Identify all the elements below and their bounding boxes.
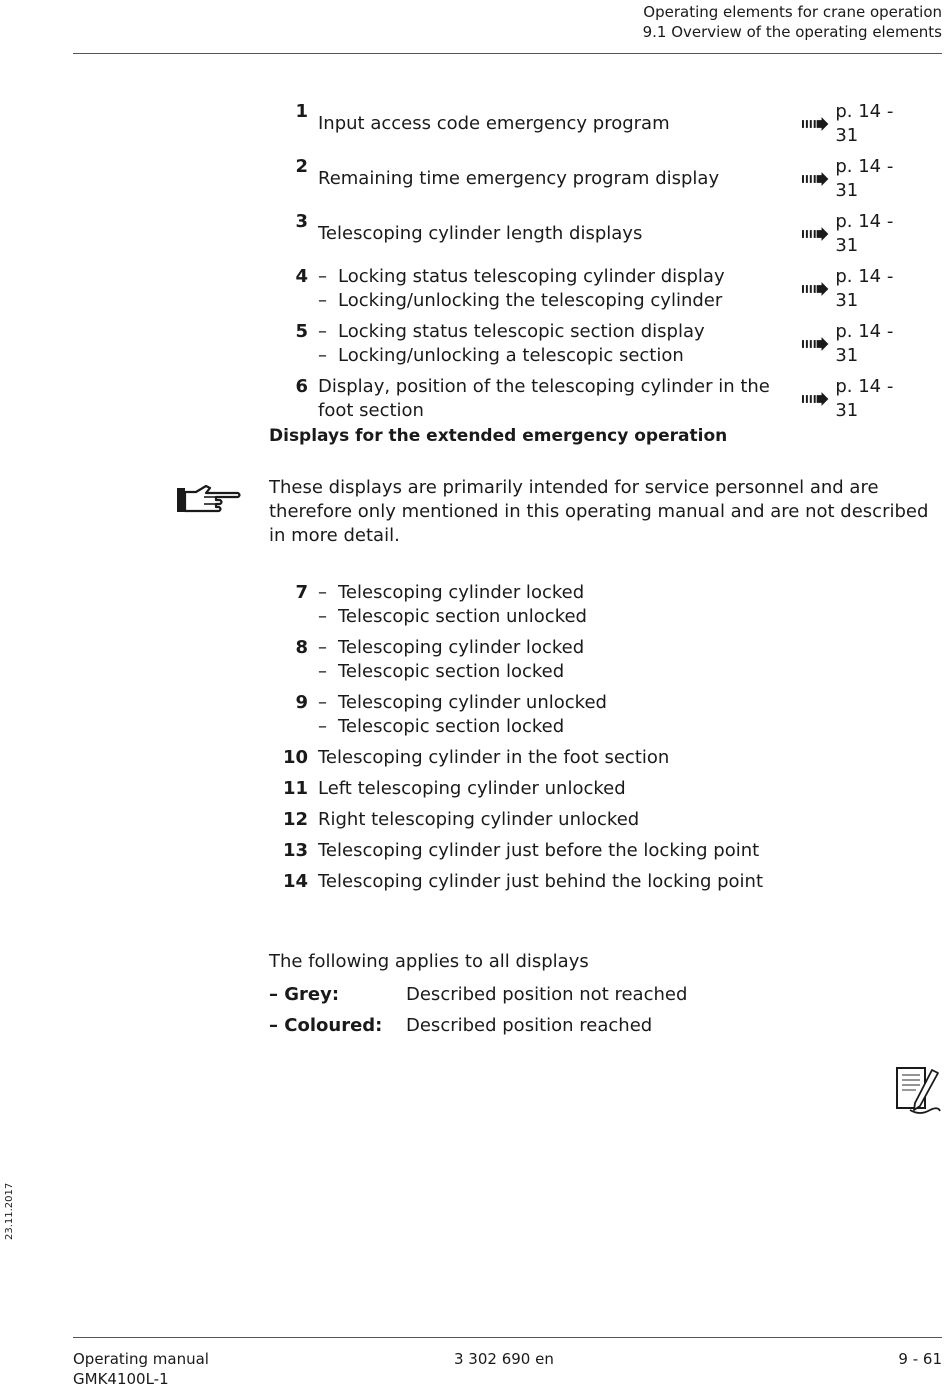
list-item bbox=[280, 375, 920, 423]
item-number: 14 bbox=[282, 871, 308, 892]
page-reference bbox=[798, 265, 920, 313]
item-line bbox=[318, 660, 920, 684]
section-title: Displays for the extended emergency operation bbox=[269, 426, 728, 446]
page-number: 9 - 61 bbox=[898, 1350, 942, 1368]
list-item bbox=[280, 581, 920, 629]
item-line-text: Input access code emergency program bbox=[318, 113, 670, 134]
arrow-ref-icon bbox=[802, 117, 829, 131]
item-number: 13 bbox=[282, 840, 308, 861]
item-line bbox=[318, 777, 920, 801]
item-line bbox=[318, 691, 920, 715]
footer-manual: Operating manual bbox=[73, 1350, 209, 1368]
arrow-ref-icon bbox=[802, 227, 829, 241]
item-text bbox=[318, 870, 920, 894]
item-line-text: Locking status telescopic section display bbox=[338, 321, 705, 342]
item-line bbox=[318, 399, 798, 423]
item-line-text: Telescoping cylinder locked bbox=[338, 582, 585, 603]
dash-bullet: – bbox=[318, 606, 327, 627]
item-line bbox=[318, 222, 798, 246]
item-line bbox=[318, 746, 920, 770]
item-line bbox=[318, 112, 798, 136]
item-text bbox=[318, 167, 798, 191]
footer-rule bbox=[73, 1337, 942, 1338]
dash-bullet: – bbox=[318, 266, 327, 287]
notepad-pen-icon bbox=[894, 1066, 942, 1120]
item-line bbox=[318, 344, 798, 368]
arrow-ref-icon bbox=[802, 337, 829, 351]
page-reference bbox=[798, 210, 920, 258]
item-number: 2 bbox=[295, 156, 308, 177]
legend-desc: Described position reached bbox=[406, 1015, 653, 1036]
page-reference-text: p. 14 - 31 bbox=[835, 101, 894, 146]
list-item bbox=[280, 870, 920, 894]
reference-list bbox=[280, 100, 920, 430]
item-line bbox=[318, 289, 798, 313]
dash-bullet: – bbox=[318, 692, 327, 713]
item-number: 11 bbox=[282, 778, 308, 799]
display-list bbox=[280, 581, 920, 901]
note-text: These displays are primarily intended for service personnel and are therefore only mentioned in this operating manual and are not described in more detail. bbox=[269, 477, 929, 546]
legend-desc: Described position not reached bbox=[406, 984, 688, 1005]
item-line-text: Locking/unlocking the telescoping cylinder bbox=[338, 290, 723, 311]
item-line bbox=[318, 581, 920, 605]
item-number: 9 bbox=[295, 692, 308, 713]
header-section: 9.1 Overview of the operating elements bbox=[642, 23, 942, 41]
item-line-text: Telescopic section locked bbox=[338, 661, 565, 682]
item-line-text: Telescopic section locked bbox=[338, 716, 565, 737]
list-item bbox=[280, 320, 920, 368]
list-item bbox=[280, 265, 920, 313]
item-text bbox=[318, 691, 920, 739]
footer-model: GMK4100L-1 bbox=[73, 1370, 169, 1388]
list-item bbox=[280, 100, 920, 148]
arrow-ref-icon bbox=[802, 392, 829, 406]
page-reference-text: p. 14 - 31 bbox=[835, 266, 894, 311]
item-line bbox=[318, 870, 920, 894]
item-text bbox=[318, 265, 798, 313]
side-date: 23.11.2017 bbox=[4, 1182, 15, 1240]
item-text bbox=[318, 375, 798, 423]
item-line-text: Telescoping cylinder locked bbox=[338, 637, 585, 658]
item-line-text: Display, position of the telescoping cylinder in the bbox=[318, 376, 770, 397]
item-number: 3 bbox=[295, 211, 308, 232]
item-number: 6 bbox=[295, 376, 308, 397]
dash-bullet: – bbox=[318, 290, 327, 311]
footer-docnumber: 3 302 690 en bbox=[454, 1350, 554, 1368]
list-item bbox=[280, 777, 920, 801]
item-line-text: Telescoping cylinder just before the locking point bbox=[318, 840, 760, 861]
page-reference bbox=[798, 155, 920, 203]
header-chapter: Operating elements for crane operation bbox=[643, 3, 942, 21]
item-text bbox=[318, 808, 920, 832]
item-line-text: foot section bbox=[318, 400, 424, 421]
item-number: 7 bbox=[295, 582, 308, 603]
item-line bbox=[318, 839, 920, 863]
item-line bbox=[318, 265, 798, 289]
dash-bullet: – bbox=[318, 716, 327, 737]
item-text bbox=[318, 839, 920, 863]
list-item bbox=[280, 746, 920, 770]
item-text bbox=[318, 746, 920, 770]
item-line-text: Locking/unlocking a telescopic section bbox=[338, 345, 684, 366]
page-reference bbox=[798, 100, 920, 148]
item-line bbox=[318, 375, 798, 399]
list-item bbox=[280, 808, 920, 832]
applies-text: The following applies to all displays bbox=[269, 951, 589, 972]
legend-row-grey bbox=[269, 983, 687, 1007]
item-line-text: Telescoping cylinder just behind the locking point bbox=[318, 871, 764, 892]
list-item bbox=[280, 839, 920, 863]
page-reference bbox=[798, 320, 920, 368]
footer-left bbox=[73, 1349, 209, 1389]
item-number: 12 bbox=[282, 809, 308, 830]
page-reference-text: p. 14 - 31 bbox=[835, 156, 894, 201]
legend-term: – Grey: bbox=[269, 984, 340, 1005]
item-text bbox=[318, 636, 920, 684]
dash-bullet: – bbox=[318, 661, 327, 682]
page-header bbox=[643, 2, 942, 42]
item-line bbox=[318, 808, 920, 832]
color-legend bbox=[269, 983, 687, 1045]
list-item bbox=[280, 210, 920, 258]
item-number: 1 bbox=[295, 101, 308, 122]
item-line-text: Telescoping cylinder in the foot section bbox=[318, 747, 670, 768]
list-item bbox=[280, 636, 920, 684]
list-item bbox=[280, 691, 920, 739]
dash-bullet: – bbox=[318, 637, 327, 658]
dash-bullet: – bbox=[318, 345, 327, 366]
legend-term: – Coloured: bbox=[269, 1015, 383, 1036]
item-line-text: Locking status telescoping cylinder display bbox=[338, 266, 725, 287]
dash-bullet: – bbox=[318, 321, 327, 342]
item-text bbox=[318, 777, 920, 801]
item-line-text: Telescoping cylinder unlocked bbox=[338, 692, 607, 713]
pointing-hand-icon bbox=[176, 482, 242, 520]
item-text bbox=[318, 112, 798, 136]
legend-row-coloured bbox=[269, 1014, 687, 1038]
item-line-text: Telescopic section unlocked bbox=[338, 606, 587, 627]
item-line bbox=[318, 636, 920, 660]
item-number: 8 bbox=[295, 637, 308, 658]
dash-bullet: – bbox=[318, 582, 327, 603]
item-text bbox=[318, 222, 798, 246]
item-line bbox=[318, 167, 798, 191]
item-line-text: Right telescoping cylinder unlocked bbox=[318, 809, 640, 830]
item-number: 5 bbox=[295, 321, 308, 342]
page-reference-text: p. 14 - 31 bbox=[835, 321, 894, 366]
item-text bbox=[318, 320, 798, 368]
item-line bbox=[318, 320, 798, 344]
item-line-text: Telescoping cylinder length displays bbox=[318, 223, 643, 244]
page-reference bbox=[798, 375, 920, 423]
page-reference-text: p. 14 - 31 bbox=[835, 376, 894, 421]
item-line-text: Left telescoping cylinder unlocked bbox=[318, 778, 626, 799]
page-reference-text: p. 14 - 31 bbox=[835, 211, 894, 256]
item-line bbox=[318, 605, 920, 629]
item-number: 10 bbox=[282, 747, 308, 768]
header-rule bbox=[73, 53, 942, 54]
arrow-ref-icon bbox=[802, 172, 829, 186]
item-line bbox=[318, 715, 920, 739]
list-item bbox=[280, 155, 920, 203]
item-number: 4 bbox=[295, 266, 308, 287]
item-text bbox=[318, 581, 920, 629]
item-line-text: Remaining time emergency program display bbox=[318, 168, 720, 189]
arrow-ref-icon bbox=[802, 282, 829, 296]
